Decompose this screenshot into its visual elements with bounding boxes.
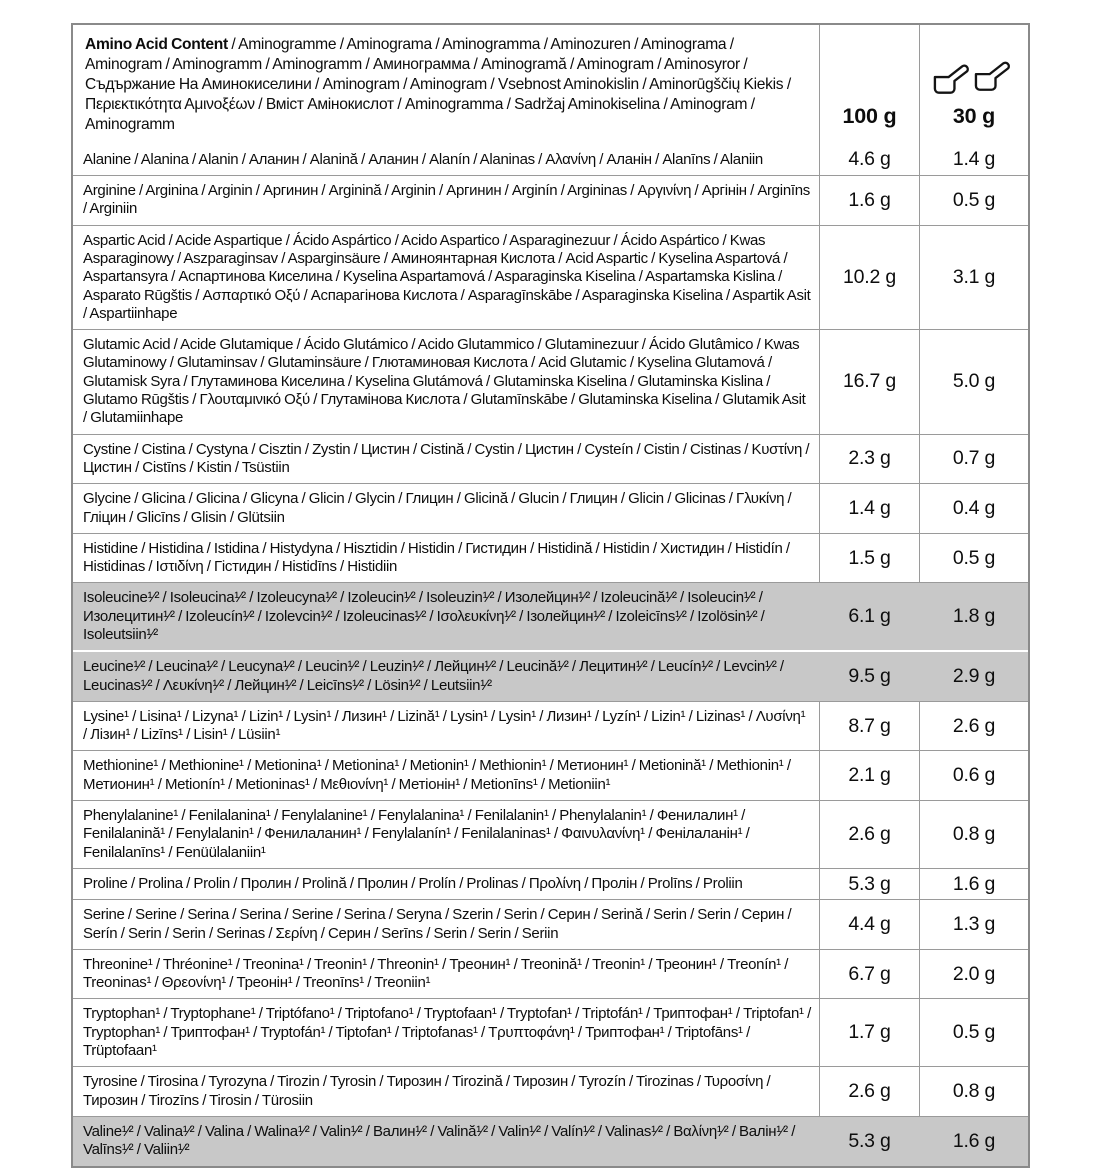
amino-acid-name-cell <box>73 1067 819 1116</box>
amount-per-100g: 5.3 g <box>848 872 891 895</box>
amount-per-30g-cell <box>919 435 1028 484</box>
amino-acid-name-cell <box>73 652 819 701</box>
amino-acid-name: Tyrosine / Tirosina / Tyrozyna / Tirozin / Tyrosin / Тирозин / Tirozină / Тирозин / Tyrozín / Tirozinas / Τυροσίνη / Тирозин / Tirozīns / Tirosin / Türosiin <box>83 1073 771 1109</box>
amount-per-100g: 1.4 g <box>848 497 891 520</box>
amount-per-30g-cell <box>919 900 1028 949</box>
amount-per-100g-cell <box>819 652 919 701</box>
table-row <box>73 750 1028 800</box>
amount-per-100g: 4.4 g <box>848 913 891 936</box>
amino-acid-name: Methionine¹ / Methionine¹ / Metionina¹ / Metionina¹ / Metionin¹ / Methionin¹ / Метионин¹ / Metionină¹ / Methionin¹ / Метионин¹ / Metionín¹ / Metioninas¹ / Μεθιονίνη¹ / Метіонін¹ / Metionīns¹ / Metioniin¹ <box>83 757 791 793</box>
amount-per-100g-cell <box>819 702 919 751</box>
amount-per-100g-cell <box>819 801 919 868</box>
amount-per-100g-cell <box>819 435 919 484</box>
amount-per-30g: 0.8 g <box>952 823 996 846</box>
amount-per-30g: 0.5 g <box>952 1021 996 1044</box>
amount-per-30g: 1.6 g <box>952 1129 996 1152</box>
amino-acid-name: Isoleucine¹⁄² / Isoleucina¹⁄² / Izoleucyna¹⁄² / Izoleucin¹⁄² / Isoleuzin¹⁄² / Изолейцин¹⁄² / Izoleucină¹⁄² / Isoleucin¹⁄² / Изолецитин¹⁄² / Izoleucín¹⁄² / Izolevcin¹⁄² / Izoleucinas¹⁄² / Ισολευκίνη¹⁄² / Ізолейцин¹⁄² / Izoleicīns¹⁄² / Izolösin¹⁄² / Isoleutsiin¹⁄² <box>83 589 765 643</box>
amino-acid-name-cell <box>73 1117 819 1166</box>
amount-per-100g: 1.5 g <box>848 546 891 569</box>
amount-per-30g-cell <box>919 330 1028 433</box>
amount-per-30g: 1.4 g <box>952 148 996 171</box>
table-row <box>73 533 1028 583</box>
amino-acid-name-cell <box>73 869 819 899</box>
amino-acid-name: Aspartic Acid / Acide Aspartique / Ácido Aspártico / Acido Aspartico / Asparaginezuur / Ácido Aspártico / Kwas Asparaginowy / Aszparaginsav / Asparginsäure / Аминоянтарная Кислота / Acid Aspartic / Kyselina Aspartová / Aspartansyra / Аспартинова Киселина / Kyselina Aspartamová / Asparaginska Kiselina / Aspartamska Kislina / Asparato Rūgštis / Ασπαρτικό Οξύ / Аспарагінова Кислота / Asparagīnskābe / Asparaginska Kiselina / Aspartik Asit / Aspartiinhape <box>83 231 811 322</box>
amino-acid-name: Phenylalanine¹ / Fenilalanina¹ / Fenylalanine¹ / Fenylalanina¹ / Fenilalanin¹ / Phenylalanin¹ / Фенилалин¹ / Fenilalanină¹ / Fenylalanin¹ / Фенилаланин¹ / Fenylalanín¹ / Fenilalaninas¹ / Φαινυλανίνη¹ / Фенілаланін¹ / Fenilalanīns¹ / Fenüülalaniin¹ <box>83 807 750 861</box>
table-row <box>73 225 1028 329</box>
amount-per-30g-cell <box>919 1067 1028 1116</box>
table-row <box>73 1116 1028 1166</box>
amount-per-30g-cell <box>919 652 1028 701</box>
amount-per-30g: 2.6 g <box>952 714 996 737</box>
amount-per-100g-cell <box>819 999 919 1066</box>
amount-per-30g: 1.6 g <box>952 872 996 895</box>
amount-per-30g: 0.4 g <box>952 497 996 520</box>
table-row <box>73 145 1028 175</box>
amount-per-100g-cell <box>819 583 919 650</box>
amount-per-30g: 1.3 g <box>952 913 996 936</box>
amount-per-100g: 2.1 g <box>848 764 891 787</box>
table-header-row <box>73 25 1028 145</box>
table-row <box>73 701 1028 751</box>
amount-per-100g-cell <box>819 176 919 225</box>
amino-acid-name: Arginine / Arginina / Arginin / Аргинин / Arginină / Arginin / Аргинин / Arginín / Argininas / Αργινίνη / Аргінін / Arginīns / Arginiin <box>83 182 810 218</box>
amino-acid-name-cell <box>73 999 819 1066</box>
amount-per-100g: 2.3 g <box>848 447 891 470</box>
amino-acid-name-cell <box>73 900 819 949</box>
amount-per-100g: 1.7 g <box>848 1021 891 1044</box>
amino-acid-table <box>71 23 1030 1168</box>
col-100g-label: 100 g <box>842 103 897 128</box>
scoop-icon <box>935 65 968 92</box>
table-row <box>73 800 1028 868</box>
amount-per-30g: 0.8 g <box>952 1080 996 1103</box>
amino-acid-name: Threonine¹ / Thréonine¹ / Treonina¹ / Treonin¹ / Threonin¹ / Треонин¹ / Treonină¹ / Treonin¹ / Треонин¹ / Treonín¹ / Treoninas¹ / Θρεονίνη¹ / Треонін¹ / Treonīns¹ / Treoniin¹ <box>83 955 789 992</box>
table-row <box>73 175 1028 225</box>
amount-per-30g-cell <box>919 869 1028 899</box>
amino-acid-name-cell <box>73 801 819 868</box>
header-per-100g-cell <box>819 25 919 145</box>
amino-acid-name: Histidine / Histidina / Istidina / Histydyna / Hisztidin / Histidin / Гистидин / Histidină / Histidin / Хистидин / Histidín / Histidinas / Ιστιδίνη / Гістидин / Histidīns / Histidiin <box>83 539 790 576</box>
table-row <box>73 650 1028 701</box>
amino-acid-name: Glycine / Glicina / Glicina / Glicyna / Glicin / Glycin / Глицин / Glicină / Glucin / Глицин / Glicin / Glicinas / Γλυκίνη / Гліцин / Glicīns / Glisin / Glütsiin <box>83 490 792 526</box>
amount-per-100g-cell <box>819 145 919 175</box>
amino-acid-name: Leucine¹⁄² / Leucina¹⁄² / Leucyna¹⁄² / Leucin¹⁄² / Leuzin¹⁄² / Лейцин¹⁄² / Leucină¹⁄² / Лецитин¹⁄² / Leucín¹⁄² / Levcin¹⁄² / Leucinas¹⁄² / Λευκίνη¹⁄² / Лейцин¹⁄² / Leicīns¹⁄² / Lösin¹⁄² / Leutsiin¹⁄² <box>83 658 784 694</box>
scoop-icon <box>976 63 1009 90</box>
amount-per-30g-cell <box>919 484 1028 533</box>
amount-per-30g-cell <box>919 751 1028 800</box>
amino-acid-name: Glutamic Acid / Acide Glutamique / Ácido Glutámico / Acido Glutammico / Glutaminezuur / Ácido Glutâmico / Kwas Glutaminowy / Glutaminsav / Glutaminsäure / Глютаминовая Кислота / Acid Glutamic / Kyselina Glutamová / Glutamisk Syra / Глутаминова Киселина / Kyselina Glutámová / Glutaminska Kiselina / Glutaminska Kislina / Glutamo Rūgštis / Γλουταμινικό Οξύ / Глутамінова Кислота / Glutamīnskābe / Glutaminska Kiselina / Glutamik Asit / Glutamiinhape <box>83 336 806 427</box>
table-row <box>73 949 1028 999</box>
amino-acid-name-cell <box>73 583 819 650</box>
table-row <box>73 868 1028 899</box>
amount-per-100g-cell <box>819 751 919 800</box>
amount-per-100g: 1.6 g <box>848 188 891 211</box>
amount-per-30g-cell <box>919 999 1028 1066</box>
scoop-icons <box>931 58 1017 100</box>
table-row <box>73 582 1028 650</box>
amino-acid-name: Tryptophan¹ / Tryptophane¹ / Triptófano¹ / Triptofano¹ / Tryptofaan¹ / Tryptofan¹ / Triptofán¹ / Триптофан¹ / Triptofan¹ / Tryptophan¹ / Триптофан¹ / Tryptofán¹ / Tiptofan¹ / Triptofanas¹ / Τρυπτοφάνη¹ / Триптофан¹ / Triptofāns¹ / Trüptofaan¹ <box>83 1005 811 1060</box>
amino-acid-name-cell <box>73 702 819 751</box>
amount-per-100g-cell <box>819 869 919 899</box>
amino-acid-name: Lysine¹ / Lisina¹ / Lizyna¹ / Lizin¹ / Lysin¹ / Лизин¹ / Lizină¹ / Lysin¹ / Lysin¹ / Лизин¹ / Lyzín¹ / Lizin¹ / Lizinas¹ / Λυσίνη¹ / Лізин¹ / Lizīns¹ / Lisin¹ / Lüsiin¹ <box>83 707 806 744</box>
amino-acid-name-cell <box>73 534 819 583</box>
amino-acid-name-cell <box>73 435 819 484</box>
amount-per-100g-cell <box>819 226 919 329</box>
table-title: Amino Acid Content <box>85 36 228 53</box>
amount-per-30g: 5.0 g <box>952 370 996 393</box>
amount-per-30g-cell <box>919 801 1028 868</box>
amount-per-30g-cell <box>919 1117 1028 1166</box>
table-title-translations: / Aminogramme / Aminograma / Aminogramma / Aminozuren / Aminograma / Aminogram / Aminogramm / Aminogramm / Аминограмма / Aminogramă / Aminogram / Aminosyror / Съдържание На Аминокиселини / Aminogram / Aminogram / Vsebnost Aminokislin / Aminorūgščių Kiekis / Περιεκτικότητα Αμινοξέων / Вміст Амінокислот / Aminogramma / Sadržaj Aminokiselina / Aminogram / Aminogramm <box>85 36 791 133</box>
amount-per-30g: 0.7 g <box>952 447 996 470</box>
amino-acid-name: Serine / Serine / Serina / Serina / Serine / Serina / Seryna / Szerin / Serin / Серин / Serină / Serin / Serin / Серин / Serín / Serin / Serin / Serinas / Σερίνη / Серин / Serīns / Serin / Serin / Seriin <box>83 906 792 942</box>
amino-acid-name-cell <box>73 751 819 800</box>
amount-per-100g-cell <box>819 484 919 533</box>
amount-per-100g-cell <box>819 1067 919 1116</box>
amount-per-100g: 8.7 g <box>848 714 891 737</box>
amino-acid-name-cell <box>73 176 819 225</box>
amount-per-30g: 2.9 g <box>952 665 996 688</box>
amount-per-100g: 16.7 g <box>842 370 896 393</box>
table-row <box>73 998 1028 1066</box>
amino-acid-name: Alanine / Alanina / Alanin / Аланин / Alanină / Аланин / Alanín / Alaninas / Αλανίνη / Аланін / Alanīns / Alaniin <box>83 150 763 168</box>
amount-per-30g: 0.5 g <box>952 188 996 211</box>
table-row <box>73 483 1028 533</box>
amount-per-100g-cell <box>819 1117 919 1166</box>
table-row <box>73 329 1028 433</box>
amount-per-30g: 0.6 g <box>952 764 996 787</box>
amount-per-30g-cell <box>919 950 1028 999</box>
amount-per-100g-cell <box>819 534 919 583</box>
amino-acid-name: Valine¹⁄² / Valina¹⁄² / Valina / Walina¹⁄² / Valin¹⁄² / Валин¹⁄² / Valină¹⁄² / Valin¹⁄² / Valín¹⁄² / Valinas¹⁄² / Βαλίνη¹⁄² / Валін¹⁄² / Valīns¹⁄² / Valiin¹⁄² <box>83 1122 796 1159</box>
amino-acid-name-cell <box>73 950 819 999</box>
amount-per-100g: 6.1 g <box>848 605 891 628</box>
amount-per-30g: 3.1 g <box>952 265 996 288</box>
amount-per-30g: 1.8 g <box>952 605 996 628</box>
amount-per-30g-cell <box>919 176 1028 225</box>
amount-per-100g-cell <box>819 330 919 433</box>
amount-per-100g: 6.7 g <box>848 962 891 985</box>
amino-acid-name: Proline / Prolina / Prolin / Пролин / Prolină / Пролин / Prolín / Prolinas / Προλίνη / Пролін / Prolīns / Proliin <box>83 874 743 892</box>
amino-acid-name-cell <box>73 484 819 533</box>
amount-per-30g: 2.0 g <box>952 962 996 985</box>
amino-acid-name-cell <box>73 226 819 329</box>
amount-per-100g: 4.6 g <box>848 148 891 171</box>
amount-per-30g-cell <box>919 226 1028 329</box>
table-row <box>73 434 1028 484</box>
amount-per-100g: 2.6 g <box>848 1080 891 1103</box>
amount-per-100g-cell <box>819 950 919 999</box>
amino-acid-name-cell <box>73 330 819 433</box>
amount-per-30g-cell <box>919 534 1028 583</box>
amount-per-100g: 5.3 g <box>848 1129 891 1152</box>
header-per-30g-cell <box>919 25 1028 145</box>
table-row <box>73 1066 1028 1116</box>
amino-acid-name: Cystine / Cistina / Cystyna / Cisztin / Zystin / Цистин / Cistină / Cystin / Цистин / Cysteín / Cistin / Cistinas / Κυστίνη / Цистин / Cistīns / Kistin / Tsüstiin <box>83 440 810 476</box>
amount-per-30g: 0.5 g <box>952 546 996 569</box>
amount-per-30g-cell <box>919 702 1028 751</box>
amount-per-100g: 10.2 g <box>842 265 896 288</box>
amino-acid-name-cell <box>73 145 819 175</box>
amount-per-30g-cell <box>919 145 1028 175</box>
amount-per-100g: 9.5 g <box>848 665 891 688</box>
amount-per-100g: 2.6 g <box>848 823 891 846</box>
amount-per-30g-cell <box>919 583 1028 650</box>
table-row <box>73 899 1028 949</box>
amount-per-100g-cell <box>819 900 919 949</box>
scoop-icons-svg <box>931 58 1017 100</box>
col-30g-label: 30 g <box>952 103 996 128</box>
header-title-cell <box>73 25 819 145</box>
